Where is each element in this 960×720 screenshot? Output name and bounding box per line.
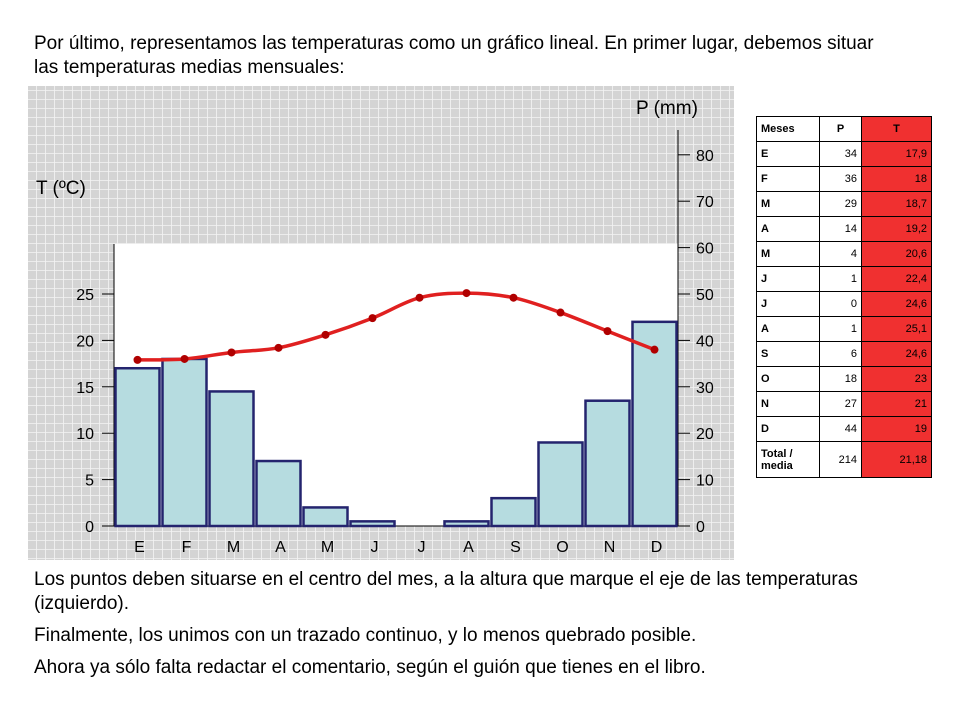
right-tick-label: 40: [696, 333, 714, 351]
temperature-point: [557, 309, 565, 317]
cell-month: S: [757, 342, 820, 367]
temperature-point: [651, 346, 659, 354]
cell-month: E: [757, 142, 820, 167]
table-row: [757, 342, 932, 367]
month-label: M: [226, 539, 241, 556]
right-tick-label: 60: [696, 240, 714, 258]
table-row: [757, 142, 932, 167]
cell-total-label: Total / media: [757, 442, 820, 478]
cell-temperature: 18: [862, 167, 932, 192]
cell-precipitation: 44: [820, 417, 862, 442]
left-axis-title: T (ºC): [36, 178, 86, 199]
cell-precipitation: 0: [820, 292, 862, 317]
left-tick-label: 25: [76, 287, 94, 304]
month-label: J: [417, 539, 426, 556]
month-label: A: [463, 539, 474, 556]
cell-month: N: [757, 392, 820, 417]
cell-precipitation: 14: [820, 217, 862, 242]
cell-month: D: [757, 417, 820, 442]
month-label: N: [603, 539, 616, 556]
right-tick-label: 10: [696, 472, 714, 490]
left-tick-label: 10: [76, 426, 94, 444]
cell-temperature: 24,6: [862, 292, 932, 317]
precip-bar: [210, 391, 254, 526]
cell-temperature: 19: [862, 417, 932, 442]
table-row: [757, 317, 932, 342]
month-label: A: [275, 539, 286, 556]
precip-bar: [492, 498, 536, 526]
left-tick-label: 0: [85, 519, 94, 536]
right-axis-title: P (mm): [636, 98, 698, 119]
table-row: [757, 267, 932, 292]
temperature-point: [134, 356, 142, 364]
precip-bar: [351, 521, 395, 526]
temperature-point: [463, 289, 471, 297]
precip-bar: [116, 368, 160, 526]
left-tick-label: 20: [76, 333, 94, 351]
precip-bar: [304, 507, 348, 526]
header-t: T: [862, 117, 932, 142]
cell-temperature: 19,2: [862, 217, 932, 242]
precip-bar: [586, 401, 630, 526]
cell-precipitation: 1: [820, 267, 862, 292]
cell-month: O: [757, 367, 820, 392]
month-label: M: [320, 539, 335, 556]
notes: [34, 568, 934, 688]
cell-precipitation: 34: [820, 142, 862, 167]
right-tick-label: 80: [696, 147, 714, 165]
right-tick-label: 70: [696, 194, 714, 212]
temperature-point: [322, 331, 330, 339]
cell-precipitation: 36: [820, 167, 862, 192]
cell-month: M: [757, 242, 820, 267]
precip-bar: [445, 521, 489, 526]
precip-bar: [257, 461, 301, 526]
table-header-row: [757, 117, 932, 142]
note-paragraph: Ahora ya sólo falta redactar el comentario, según el guión que tienes en el libro.: [34, 657, 706, 678]
cell-precipitation: 4: [820, 242, 862, 267]
month-label: S: [510, 539, 521, 556]
left-tick-label: 5: [85, 472, 94, 490]
right-tick-label: 50: [696, 287, 714, 304]
table-row: [757, 392, 932, 417]
month-label: J: [370, 539, 379, 556]
cell-precipitation: 6: [820, 342, 862, 367]
cell-total-precipitation: 214: [820, 442, 862, 478]
cell-precipitation: 1: [820, 317, 862, 342]
cell-temperature: 23: [862, 367, 932, 392]
temperature-point: [604, 327, 612, 335]
cell-temperature: 21: [862, 392, 932, 417]
temperature-point: [228, 348, 236, 356]
table-row: [757, 242, 932, 267]
cell-month: J: [757, 267, 820, 292]
temperature-point: [416, 294, 424, 302]
temperature-point: [181, 355, 189, 363]
cell-temperature: 17,9: [862, 142, 932, 167]
climate-data-table: [756, 116, 932, 478]
left-tick-label: 15: [76, 379, 94, 397]
table-row: [757, 417, 932, 442]
cell-month: M: [757, 192, 820, 217]
note-paragraph: Los puntos deben situarse en el centro del mes, a la altura que marque el eje de las temperaturas (izquierdo).: [34, 569, 858, 614]
cell-month: A: [757, 317, 820, 342]
cell-temperature: 24,6: [862, 342, 932, 367]
month-label: E: [134, 539, 145, 556]
right-tick-label: 30: [696, 379, 714, 397]
temperature-point: [369, 314, 377, 322]
table-row: [757, 217, 932, 242]
header-p: P: [820, 117, 862, 142]
month-label: D: [650, 539, 663, 556]
precip-bar: [163, 359, 207, 526]
month-label: F: [181, 539, 192, 556]
cell-total-temperature: 21,18: [862, 442, 932, 478]
intro-paragraph: Por último, representamos las temperaturas como un gráfico lineal. En primer lugar, debemos situar las temperaturas medias mensuales:: [34, 33, 874, 78]
cell-month: A: [757, 217, 820, 242]
right-tick-label: 0: [696, 519, 705, 536]
cell-month: J: [757, 292, 820, 317]
note-paragraph: Finalmente, los unimos con un trazado continuo, y lo menos quebrado posible.: [34, 625, 697, 646]
header-meses: Meses: [757, 117, 820, 142]
cell-temperature: 25,1: [862, 317, 932, 342]
table-row: [757, 292, 932, 317]
cell-temperature: 22,4: [862, 267, 932, 292]
month-label: O: [556, 539, 569, 556]
table-row: [757, 167, 932, 192]
table-row: [757, 192, 932, 217]
table-total-row: [757, 442, 932, 478]
temperature-point: [275, 344, 283, 352]
table-row: [757, 367, 932, 392]
cell-temperature: 18,7: [862, 192, 932, 217]
temperature-point: [510, 294, 518, 302]
cell-temperature: 20,6: [862, 242, 932, 267]
precip-bar: [539, 442, 583, 526]
cell-precipitation: 27: [820, 392, 862, 417]
right-tick-label: 20: [696, 426, 714, 444]
cell-precipitation: 29: [820, 192, 862, 217]
cell-precipitation: 18: [820, 367, 862, 392]
cell-month: F: [757, 167, 820, 192]
